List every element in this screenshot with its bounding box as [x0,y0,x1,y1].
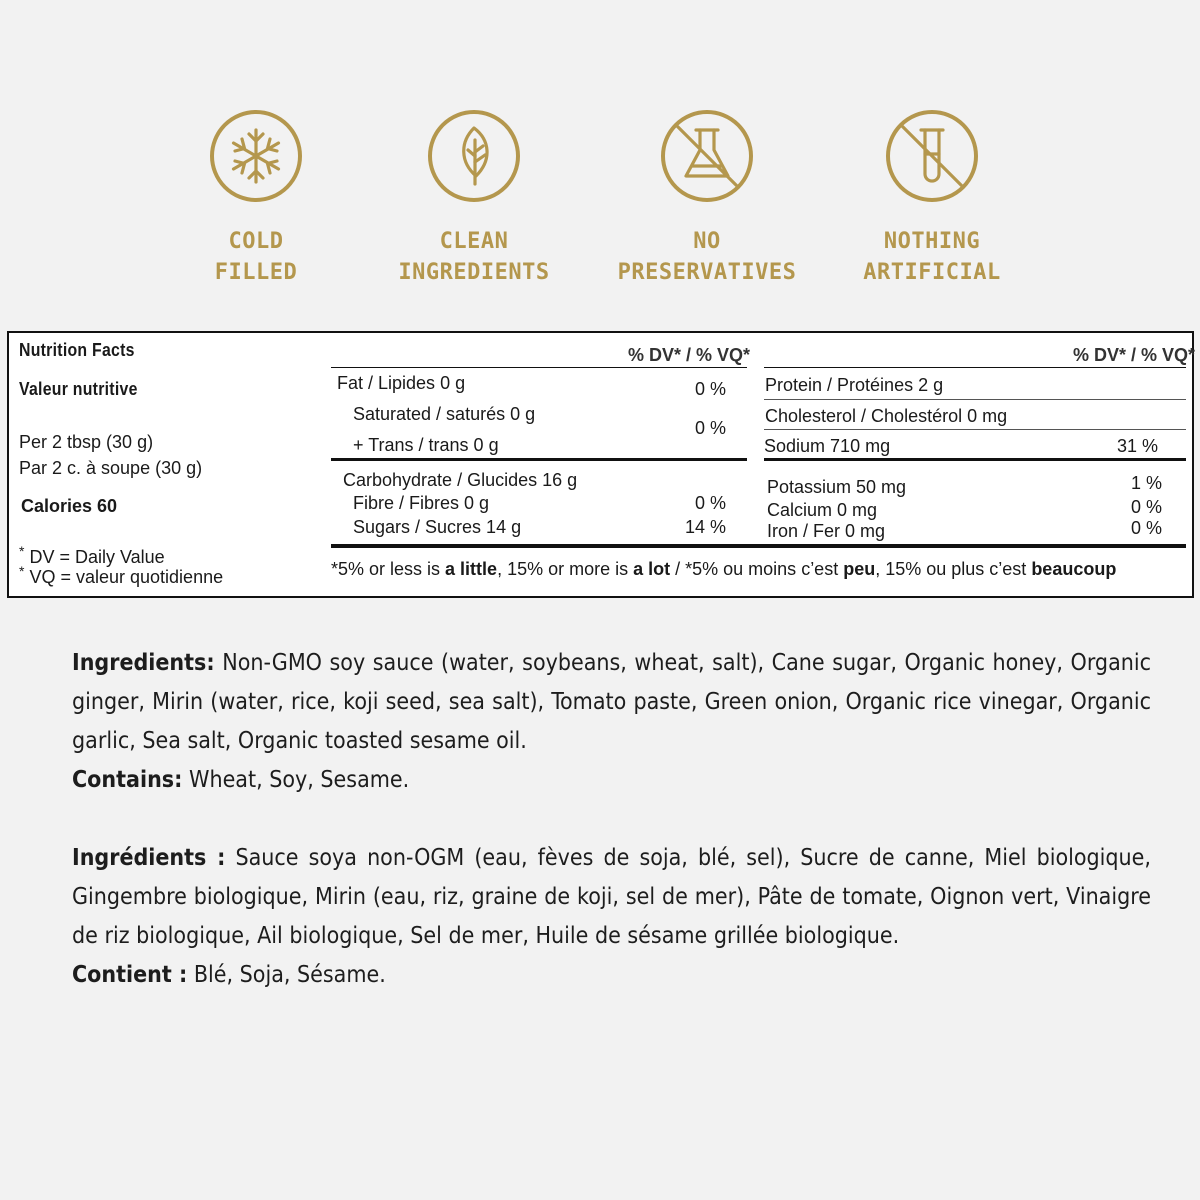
contains-fr-label: Contient : [72,962,188,988]
badge-label-line2: PRESERVATIVES [617,260,797,285]
serving-size-fr: Par 2 c. à soupe (30 g) [19,458,203,478]
contains-en-paragraph [72,761,1151,800]
dv-header-left: % DV* / % VQ* [628,345,751,365]
fat-label: Fat / Lipides [337,373,436,393]
badge-label-line1: NOTHING [883,229,981,254]
vq-note-text: VQ = valeur quotidienne [29,567,224,587]
badge-label [817,226,1047,288]
carb-value: 16 g [542,470,578,490]
ingredients-en [72,644,1151,800]
badge-cold-filled [141,108,371,288]
right-thin-rule-1 [764,399,1186,400]
carbohydrate-row [343,470,577,491]
sat-trans-dv: 0 % [695,418,727,438]
footnote-a-lot: a lot [633,559,671,579]
carb-label: Carbohydrate / Glucides [343,470,538,490]
no-flask-icon [659,108,755,204]
badge-label-line1: CLEAN [439,229,509,254]
fibre-dv: 0 % [695,493,727,513]
right-thin-rule-2 [764,429,1186,430]
trans-row: + Trans / trans 0 g [353,435,499,455]
badge-label [592,226,822,288]
badge-label-line2: ARTIFICIAL [863,260,1001,285]
ingredients-en-label: Ingredients: [72,650,215,676]
serving-size-en: Per 2 tbsp (30 g) [19,432,154,452]
left-mid-rule [331,458,747,461]
sugars-row: Sugars / Sucres 14 g [353,517,522,537]
potassium-row: Potassium 50 mg [767,477,907,497]
footnote-a-little: a little [445,559,498,579]
dv-footnote [331,559,1116,580]
sodium-label: Sodium [764,436,826,456]
ingredients-fr-text: Sauce soya non-OGM (eau, fèves de soja, blé, sel), Sucre de canne, Miel biologique, Gingembre biologique, Mirin (eau, riz, graine de koji, sel de mer), Pâte de tomate, Oignon vert, Vinaigre de riz biologique, Ail biologique, Sel de mer, Huile de sésame grillée biologique. [72,845,1151,949]
leaf-icon [426,108,522,204]
ingredients-fr-paragraph [72,839,1151,956]
fibre-row: Fibre / Fibres 0 g [353,493,490,513]
footnote-part-4: , 15% ou plus c’est [875,559,1032,579]
footnote-part-1: *5% or less is [331,559,446,579]
sodium-value: 710 mg [830,436,891,456]
badge-label [141,226,371,288]
feature-badges [0,0,1200,300]
badge-no-preservatives [592,108,822,288]
right-mid-rule [764,458,1186,461]
badge-label-line1: NO [693,229,721,254]
snowflake-icon [208,108,304,204]
ingredients-en-text: Non-GMO soy sauce (water, soybeans, wheat, salt), Cane sugar, Organic honey, Organic ginger, Mirin (water, rice, koji seed, sea salt), Tomato paste, Green onion, Organic rice vinegar, Organic garlic, Sea salt, Organic toasted sesame oil. [72,650,1151,754]
protein-row [765,375,943,396]
fat-row [337,373,465,394]
ingredients-fr [72,839,1151,995]
nutrition-title-fr: Valeur nutritive [19,379,138,399]
bottom-rule [331,544,1186,548]
footnote-peu: peu [843,559,876,579]
contains-fr-text: Blé, Soja, Sésame. [187,962,386,988]
nutrition-facts-panel [7,331,1194,598]
footnote-part-2: , 15% or more is [497,559,634,579]
dv-note-text: DV = Daily Value [29,547,165,567]
fat-dv: 0 % [695,379,727,399]
sugars-dv: 14 % [685,517,727,537]
right-header-rule [764,367,1186,368]
badge-label-line2: FILLED [214,260,298,285]
sodium-dv: 31 % [1117,436,1159,456]
ingredients-fr-label: Ingrédients : [72,845,226,871]
iron-row: Iron / Fer 0 mg [767,521,886,541]
cholesterol-label: Cholesterol / Cholestérol [765,406,963,426]
calories: Calories 60 [21,496,118,516]
sodium-row [764,436,890,457]
protein-value: 2 g [918,375,944,395]
badge-nothing-artificial [817,108,1047,288]
no-test-tube-icon [884,108,980,204]
contains-en-text: Wheat, Soy, Sesame. [182,767,410,793]
contains-en-label: Contains: [72,767,183,793]
nutrition-title-en: Nutrition Facts [19,340,135,360]
badge-clean-ingredients [359,108,589,288]
vq-asterisk: * [19,563,25,579]
protein-label: Protein / Protéines [765,375,914,395]
calcium-dv: 0 % [1131,497,1163,517]
badge-label-line1: COLD [228,229,284,254]
badge-label-line2: INGREDIENTS [398,260,550,285]
footnote-beaucoup: beaucoup [1031,559,1117,579]
footnote-part-3: / *5% ou moins c’est [670,559,844,579]
left-header-rule [331,367,747,368]
badge-label [359,226,589,288]
contains-fr-paragraph [72,956,1151,995]
fat-value: 0 g [440,373,466,393]
dv-asterisk: * [19,543,25,559]
calcium-row: Calcium 0 mg [767,500,878,520]
ingredients-en-paragraph [72,644,1151,761]
dv-header-right: % DV* / % VQ* [1073,345,1196,365]
vq-note [19,563,223,588]
saturated-row: Saturated / saturés 0 g [353,404,536,424]
cholesterol-value: 0 mg [967,406,1008,426]
cholesterol-row [765,406,1007,427]
iron-dv: 0 % [1131,518,1163,538]
potassium-dv: 1 % [1131,473,1163,493]
